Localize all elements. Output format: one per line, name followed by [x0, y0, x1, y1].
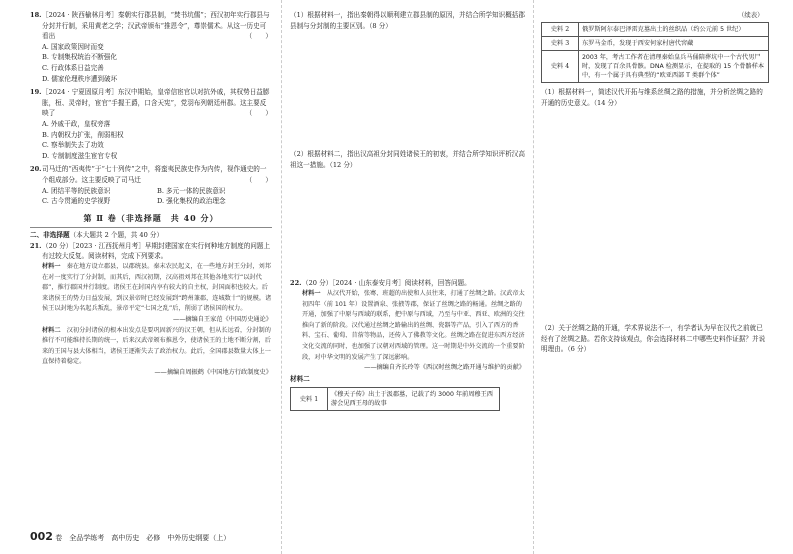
question-20 [30, 164, 272, 185]
table-cell-text: 东罗马金币，发现于西安何家村唐代窖藏 [579, 37, 769, 51]
table-cell-text: 2003 年，考古工作者在清理秦始皇兵马俑陪葬坑中一个古代男尸时，发现了百余具骨骸。DNA 检测显示，在提取的 15 个骨骼样本中，有一个属于具有典型的“欧亚西部 T 类群个体” [579, 51, 769, 83]
material-1-text: 秦在地方设立郡县，以郡统县。秦末农民起义，在一些地方封王分封，刘邦在对一度实行了分封制，而其后，西汉初期，汉高祖刘邦在其他各地实行“以封代郡”，推行郡国并行制度。诸侯王在封国内享有较大的自主权，封国面积也较大。后来诸侯王的势力日益发展，到汉景帝时已经发展到“跨州兼郡，连城数十”的规模。诸侯王以封地为名起兵叛乱，景帝平定“七国之乱”后，削弱了诸侯国的权力。 [42, 263, 272, 313]
answer-paren: （ ） [245, 175, 272, 184]
question-stem: （20 分）［2024 · 山东泰安月考］阅读材料，回答问题。 [302, 279, 471, 288]
column-1 [30, 10, 272, 379]
material-1-source: ——摘编自王家范《中国历史通论》 [173, 316, 272, 324]
answer-space [290, 170, 525, 278]
page-number: 002 [30, 530, 53, 543]
option-c: C. 行政体系日益完善 [42, 63, 104, 72]
question-number: 20. [30, 165, 42, 174]
option-d: D. 强化集权的政治理念 [157, 197, 226, 206]
material-2-table-continued [541, 22, 769, 83]
part-2-title: 第 Ⅱ 卷（非选择题 共 40 分） [83, 212, 219, 223]
table-row [542, 23, 769, 37]
section-divider [30, 227, 272, 228]
continued-note: （续表） [738, 11, 764, 19]
table-cell-label: 史料 3 [542, 37, 579, 51]
option-a: A. 团结平等的民族意识 [42, 186, 111, 195]
material-1-text: 从汉代开始，张骞、班超的出使和人员往来，打通了丝绸之路。汉武帝太初四年（前 101 年）设置酒泉、张掖等郡，保证了丝绸之路的畅通。丝绸之路的开通，加强了中原与西域的联系，把中原与西域，乃至与中亚、西亚、欧洲的交往推向了新的阶段。汉代通过丝绸之路输出的丝绸、瓷器等产品，引入了西方的香料、宝石、葡萄、苜蓿等物品，还传入了佛教等文化。丝绸之路在促进东西方经济文化交流的同时，也加强了汉朝对西域的管理。这一时期是中外交流的一个重要阶段，对中华文明的发展产生了深远影响。 [302, 289, 525, 361]
page-footer [30, 530, 230, 543]
q21-requirement-1: （1）根据材料一，指出秦朝得以顺利建立郡县制的原因，并结合所学知识概括郡县制与分封制的主要区别。（8 分） [290, 11, 525, 30]
answer-space [541, 108, 769, 323]
question-stem: ［2024 · 陕西榆林月考］秦朝实行郡县制，“焚书坑儒”；西汉初年实行郡县与分封并行制，采用黄老之学；汉武帝颁布“推恩令”，尊崇儒术。从这一历史可看出 [42, 11, 270, 41]
column-2 [290, 10, 525, 411]
answer-paren: （ ） [245, 32, 272, 41]
option-b: B. 专制集权统治不断强化 [42, 53, 117, 62]
answer-space [290, 31, 525, 149]
question-18 [30, 10, 272, 42]
table-cell-label: 史料 1 [291, 388, 328, 411]
question-stem: 司马迁的“西夷传”于“七十列传”之中，将蛮夷民族史作为内传，视作通史的一个组成部分。这主要反映了司马迁 [42, 165, 267, 184]
question-number: 21. [30, 241, 42, 250]
column-divider [533, 0, 534, 554]
table-cell-label: 史料 2 [542, 23, 579, 37]
question-number: 22. [290, 279, 302, 288]
question-number: 18. [30, 11, 42, 19]
option-d: D. 专制制度滋生宦官专权 [42, 151, 118, 160]
option-a: A. 外戚干政，皇权旁落 [42, 119, 111, 128]
material-2-label: 材料二 [42, 326, 61, 334]
material-1-label: 材料一 [42, 263, 61, 271]
option-d: D. 儒家伦理秩序遭到破坏 [42, 74, 118, 83]
material-2-table [290, 387, 500, 411]
material-1-source: ——摘编自齐长玲等《西汉时丝绸之路开通与维护的贡献》 [364, 364, 525, 372]
material-2-text: 汉初分封诸侯的根本出发点是要巩固新兴的汉王朝，但从长远看，分封制的推行不可能维持长期的统一，后来汉武帝颁布推恩令，使诸侯王的土地不断分割，后来的王国与县大体相当，诸侯王逐渐失去了政治权力。此后，全国郡县数量大体上一直保持着稳定。 [42, 326, 271, 366]
table-row [542, 51, 769, 83]
question-stem: ［2024 · 宁夏固原月考］东汉中期始，皇帝信宦官以对抗外戚，其权势日益膨胀，桓、灵帝时，宦官“手握王爵，口含天宪”，党羽布列朝廷州郡。这主要反映了 [42, 88, 270, 118]
table-row [291, 388, 500, 411]
table-cell-text: 俄罗斯阿尔泰巴泽雷克墓出土的丝织品（约公元前 5 世纪） [579, 23, 769, 37]
footer-text: 卷 全品学练考 高中历史 必修 中外历史纲要（上） [55, 534, 231, 542]
material-2-source: ——摘编自周振鹤《中国地方行政制度史》 [154, 369, 272, 376]
table-cell-text: 《穆天子传》出土于汲郡墓，记载了约 3000 年前周穆王西游会见西王母的故事 [328, 388, 500, 411]
question-21 [30, 241, 272, 262]
q22-requirement-2: （2）关于丝绸之路的开通，学术界说法不一，有学者认为早在汉代之前就已经有了丝绸之路。若你支持该观点，你会选择材料二中哪些史料作证据？并说明理由。（6 分） [541, 324, 766, 354]
table-cell-label: 史料 4 [542, 51, 579, 83]
section-2-note: （本大题共 2 个题，共 40 分） [69, 231, 164, 240]
question-19 [30, 87, 272, 119]
material-2-label: 材料二 [290, 374, 310, 383]
column-divider [281, 0, 282, 554]
question-22 [290, 278, 525, 289]
q22-requirement-1: （1）根据材料一，简述汉代开拓与维系丝绸之路的措施，并分析丝绸之路的开通的历史意义。（14 分） [541, 88, 763, 107]
section-2-heading: 二、非选择题 [30, 231, 70, 240]
option-b: B. 内朝权力扩张，削弱相权 [42, 130, 124, 139]
option-c: C. 察举制失去了功效 [42, 141, 104, 150]
question-number: 19. [30, 88, 42, 97]
column-3 [541, 22, 769, 355]
option-c: C. 古今贯通的史学视野 [42, 197, 111, 206]
option-b: B. 多元一体的民族意识 [157, 186, 226, 195]
material-1-label: 材料一 [302, 289, 321, 297]
answer-paren: （ ） [245, 109, 272, 118]
question-stem: （20 分）［2023 · 江西抚州月考］早期封建国家在实行何种地方制度的问题上有过较大反复。阅读材料，完成下列要求。 [42, 241, 271, 261]
q21-requirement-2: （2）根据材料二，指出汉高祖分封同姓诸侯王的初衷，并结合所学知识评析汉高祖这一措施。（12 分） [290, 150, 525, 169]
option-a: A. 国家政策因时而变 [42, 42, 104, 51]
table-row [542, 37, 769, 51]
